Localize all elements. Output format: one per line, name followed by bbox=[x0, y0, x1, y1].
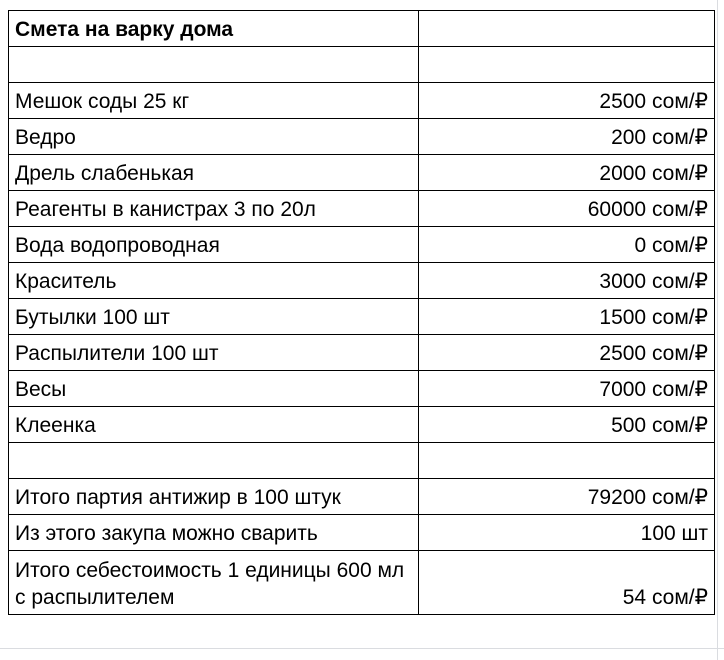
item-value-cell[interactable]: 3000 сом/₽ bbox=[419, 263, 715, 299]
empty-cell[interactable] bbox=[419, 443, 715, 479]
item-name-cell[interactable]: Весы bbox=[9, 371, 419, 407]
table-row bbox=[9, 299, 715, 335]
item-name-cell[interactable]: Краситель bbox=[9, 263, 419, 299]
table-row bbox=[9, 407, 715, 443]
total-name-cell[interactable]: Итого себестоимость 1 единицы 600 мл с распылителем bbox=[9, 551, 419, 615]
table-row-empty bbox=[9, 443, 715, 479]
item-value-cell[interactable]: 7000 сом/₽ bbox=[419, 371, 715, 407]
item-value-cell[interactable]: 500 сом/₽ bbox=[419, 407, 715, 443]
empty-cell[interactable] bbox=[9, 443, 419, 479]
item-value-cell[interactable]: 2500 сом/₽ bbox=[419, 335, 715, 371]
item-name-cell[interactable]: Клеенка bbox=[9, 407, 419, 443]
item-name-cell[interactable]: Распылители 100 шт bbox=[9, 335, 419, 371]
table-row bbox=[9, 371, 715, 407]
table-row-total bbox=[9, 551, 715, 615]
table-row-title bbox=[9, 11, 715, 47]
empty-cell[interactable] bbox=[419, 11, 715, 47]
table-row bbox=[9, 227, 715, 263]
item-value-cell[interactable]: 0 сом/₽ bbox=[419, 227, 715, 263]
table-row bbox=[9, 119, 715, 155]
total-value-cell[interactable]: 79200 сом/₽ bbox=[419, 479, 715, 515]
empty-cell[interactable] bbox=[9, 47, 419, 83]
item-name-cell[interactable]: Реагенты в канистрах 3 по 20л bbox=[9, 191, 419, 227]
table-row bbox=[9, 191, 715, 227]
item-name-cell[interactable]: Вода водопроводная bbox=[9, 227, 419, 263]
estimate-table bbox=[8, 10, 715, 615]
table-row bbox=[9, 155, 715, 191]
table-row-total bbox=[9, 515, 715, 551]
table-row bbox=[9, 335, 715, 371]
table-row bbox=[9, 83, 715, 119]
sheet-title-cell[interactable]: Смета на варку дома bbox=[9, 11, 419, 47]
item-name-cell[interactable]: Мешок соды 25 кг bbox=[9, 83, 419, 119]
total-name-cell[interactable]: Из этого закупа можно сварить bbox=[9, 515, 419, 551]
item-value-cell[interactable]: 200 сом/₽ bbox=[419, 119, 715, 155]
table-row bbox=[9, 263, 715, 299]
total-value-cell[interactable]: 54 сом/₽ bbox=[419, 551, 715, 615]
total-value-cell[interactable]: 100 шт bbox=[419, 515, 715, 551]
table-row-total bbox=[9, 479, 715, 515]
item-name-cell[interactable]: Бутылки 100 шт bbox=[9, 299, 419, 335]
table-row-empty bbox=[9, 47, 715, 83]
item-value-cell[interactable]: 2500 сом/₽ bbox=[419, 83, 715, 119]
item-name-cell[interactable]: Дрель слабенькая bbox=[9, 155, 419, 191]
empty-cell[interactable] bbox=[419, 47, 715, 83]
item-value-cell[interactable]: 1500 сом/₽ bbox=[419, 299, 715, 335]
item-name-cell[interactable]: Ведро bbox=[9, 119, 419, 155]
item-value-cell[interactable]: 2000 сом/₽ bbox=[419, 155, 715, 191]
item-value-cell[interactable]: 60000 сом/₽ bbox=[419, 191, 715, 227]
total-name-cell[interactable]: Итого партия антижир в 100 штук bbox=[9, 479, 419, 515]
